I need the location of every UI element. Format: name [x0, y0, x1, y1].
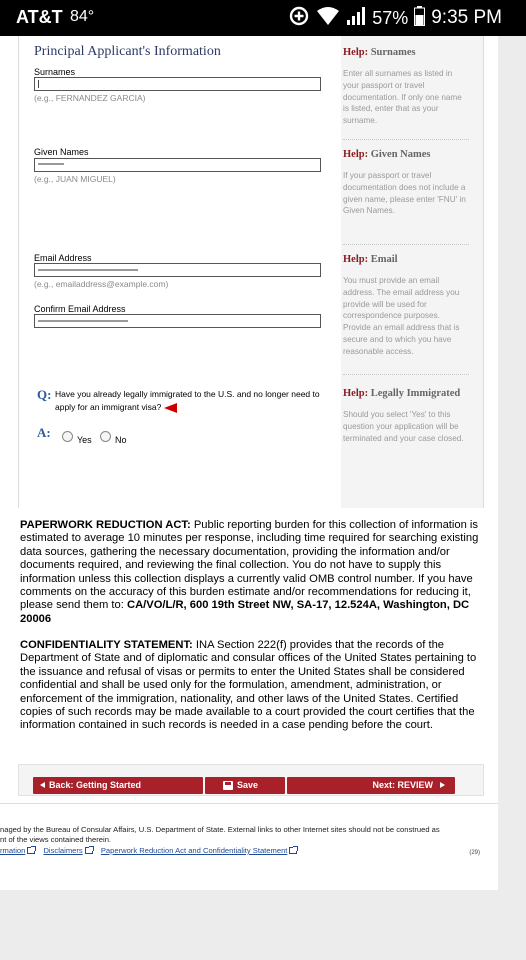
email-field[interactable] [34, 263, 321, 277]
given-names-label: Given Names [34, 147, 89, 157]
temperature: 84° [70, 8, 95, 25]
data-saver-icon [288, 5, 310, 32]
confidentiality-heading: CONFIDENTIALITY STATEMENT: [20, 639, 193, 651]
help-legally-immigrated [343, 388, 469, 444]
email-label: Email Address [34, 253, 92, 263]
radio-yes-label[interactable]: Yes [77, 435, 92, 445]
help-divider [343, 139, 469, 140]
form-fields [19, 36, 341, 508]
surnames-field[interactable] [34, 77, 321, 91]
section-title: Principal Applicant's Information [34, 44, 221, 59]
carrier-name: AT&T [16, 7, 63, 27]
radio-no-label[interactable]: No [115, 435, 127, 445]
paperwork-address: CA/VO/L/R, 600 19th Street NW, SA-17, 12.524A, Washington, DC 20006 [20, 599, 470, 625]
help-prefix: Help: [343, 388, 369, 399]
confirm-email-label: Confirm Email Address [34, 304, 126, 314]
confidentiality-statement [20, 639, 486, 733]
back-button[interactable] [33, 777, 203, 794]
external-link-icon [289, 847, 297, 854]
page-footer [0, 803, 498, 859]
chevron-left-icon [40, 782, 45, 788]
email-example: (e.g., emailaddress@example.com) [34, 279, 169, 289]
web-page [0, 36, 498, 890]
help-given-names-body: If your passport or travel documentation does not include a given name, please enter 'FNU' in Given Names. [343, 171, 466, 216]
given-names-field[interactable] [34, 158, 321, 172]
external-link-icon [85, 847, 93, 854]
help-email-title: Email [370, 254, 398, 265]
navigation-bar [18, 764, 484, 796]
help-prefix: Help: [343, 47, 369, 58]
wifi-icon [316, 6, 340, 31]
save-button[interactable] [205, 777, 285, 794]
radio-yes[interactable] [62, 431, 73, 442]
help-surnames [343, 47, 469, 127]
help-email-body: You must provide an email address. The email address you provide will be used for correspondence purposes. Provide an email address that is secure and to which you have reasonable access. [343, 276, 460, 356]
help-surnames-body: Enter all surnames as listed in your passport or travel documentation. If only one name is listed, enter that as your surname. [343, 69, 462, 126]
next-button[interactable] [287, 777, 455, 794]
clock: 9:35 PM [431, 7, 502, 28]
help-divider [343, 244, 469, 245]
help-email [343, 254, 469, 358]
help-prefix: Help: [343, 254, 369, 265]
form-panel [18, 36, 484, 508]
save-button-label: Save [237, 780, 259, 790]
confidentiality-text: INA Section 222(f) provides that the records of the Department of State and of diplomatic and consular offices of the United States pertaining to the issuance and refusal of visas or permits to enter the United States shall be considered confidential and shall be used only for the formulation, amendment, administration, or enforcement of the immigration, nationality, and other laws of the United States. Certified copies of such records may be made available to a court provided the court certifies that the information contained in such records is needed in a case pending before the court. [20, 639, 477, 732]
footer-disclaimer-line2: nt of the views contained therein. [0, 835, 112, 844]
next-button-label: Next: REVIEW [372, 780, 433, 790]
page-code: (29) [469, 850, 480, 856]
help-surnames-title: Surnames [370, 47, 416, 58]
question-text: Have you already legally immigrated to the U.S. and no longer need to apply for an immigrant visa? [55, 389, 320, 412]
surnames-example: (e.g., FERNANDEZ GARCIA) [34, 93, 146, 103]
footer-link-information[interactable]: rmation [0, 846, 26, 855]
floppy-disk-icon [223, 781, 233, 790]
back-button-label: Back: Getting Started [49, 780, 142, 790]
signal-icon [346, 6, 366, 31]
battery-icon [414, 6, 425, 31]
help-given-names [343, 149, 469, 217]
paperwork-reduction-act [20, 519, 486, 626]
footer-links [0, 846, 303, 855]
confirm-email-field[interactable] [34, 314, 321, 328]
battery-percent: 57% [372, 7, 409, 28]
paperwork-heading: PAPERWORK REDUCTION ACT: [20, 519, 191, 531]
help-legally-immigrated-title: Legally Immigrated [370, 388, 461, 399]
help-legally-immigrated-body: Should you select 'Yes' to this question your application will be terminated and your case closed. [343, 410, 464, 443]
status-bar [0, 0, 526, 36]
legally-immigrated-question [55, 388, 335, 414]
help-divider [343, 374, 469, 375]
external-link-icon [27, 847, 35, 854]
footer-disclaimer-line1: naged by the Bureau of Consular Affairs, U.S. Department of State. External links to other Internet sites should not be construed as [0, 825, 440, 834]
answer-marker: A: [37, 425, 51, 440]
radio-no[interactable] [100, 431, 111, 442]
paperwork-text: Public reporting burden for this collection of information is estimated to average 10 minutes per response, including time required for searching existing data sources, gathering the necessary documentation, providing the information and/or documents required, and reviewing the final collection. You do not have to supply this information unless this collection displays a currently valid OMB control number. If you have comments on the accuracy of this burden estimate and/or recommendations for reducing it, please send them to: [20, 519, 479, 612]
given-names-example: (e.g., JUAN MIGUEL) [34, 174, 116, 184]
help-prefix: Help: [343, 149, 369, 160]
question-marker: Q: [37, 387, 52, 402]
surnames-label: Surnames [34, 67, 76, 77]
help-given-names-title: Given Names [370, 149, 431, 160]
footer-link-disclaimers[interactable]: Disclaimers [43, 846, 83, 855]
chevron-right-icon [440, 782, 445, 788]
footer-link-paperwork[interactable]: Paperwork Reduction Act and Confidentiality Statement [100, 846, 288, 855]
required-arrow-icon [164, 403, 177, 413]
